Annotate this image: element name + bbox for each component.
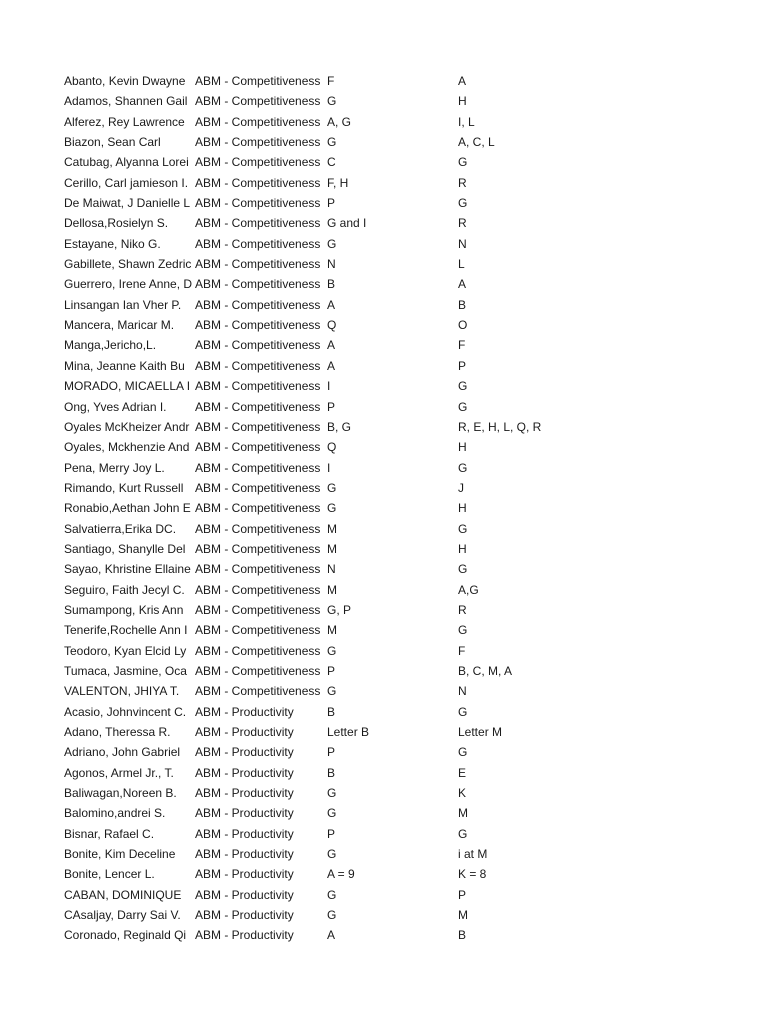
table-row bbox=[0, 580, 768, 600]
answer-a-cell: G bbox=[327, 94, 337, 109]
table-row bbox=[0, 661, 768, 681]
answer-a-cell: N bbox=[327, 562, 336, 577]
answer-b-cell: B, C, M, A bbox=[458, 663, 513, 678]
answer-a-cell: M bbox=[327, 623, 337, 638]
section-cell: ABM - Competitiveness bbox=[195, 91, 327, 111]
section-cell: ABM - Competitiveness bbox=[195, 335, 327, 355]
answer-a-cell: I bbox=[327, 460, 331, 475]
answer-b-cell: A, C, L bbox=[458, 135, 495, 150]
student-name-cell: Adamos, Shannen Gail bbox=[64, 91, 195, 111]
student-name-cell: Adano, Theressa R. bbox=[64, 722, 195, 742]
student-name-cell: Gabillete, Shawn Zedric bbox=[64, 254, 195, 274]
answer-a-cell: A, G bbox=[327, 114, 352, 129]
section-cell: ABM - Competitiveness bbox=[195, 132, 327, 152]
section-cell: ABM - Competitiveness bbox=[195, 234, 327, 254]
table-row bbox=[0, 91, 768, 111]
section-cell: ABM - Competitiveness bbox=[195, 376, 327, 396]
answer-a-cell: A bbox=[327, 928, 336, 943]
section-cell: ABM - Competitiveness bbox=[195, 559, 327, 579]
answer-a-cell: G bbox=[327, 643, 337, 658]
table-row bbox=[0, 152, 768, 172]
table-row bbox=[0, 864, 768, 884]
student-name-cell: Santiago, Shanylle Del bbox=[64, 539, 195, 559]
section-cell: ABM - Productivity bbox=[195, 722, 327, 742]
table-row bbox=[0, 335, 768, 355]
student-name-cell: Ronabio,Aethan John E bbox=[64, 498, 195, 518]
student-name-cell: Mancera, Maricar M. bbox=[64, 315, 195, 335]
answer-b-cell: E bbox=[458, 765, 467, 780]
table-row bbox=[0, 620, 768, 640]
student-name-cell: VALENTON, JHIYA T. bbox=[64, 681, 195, 701]
student-name-cell: Acasio, Johnvincent C. bbox=[64, 702, 195, 722]
answer-b-cell: N bbox=[458, 236, 467, 251]
section-cell: ABM - Productivity bbox=[195, 925, 327, 945]
table-row bbox=[0, 519, 768, 539]
table-row bbox=[0, 844, 768, 864]
answer-a-cell: F, H bbox=[327, 175, 349, 190]
section-cell: ABM - Competitiveness bbox=[195, 519, 327, 539]
answer-b-cell: G bbox=[458, 745, 468, 760]
student-name-cell: Tumaca, Jasmine, Oca bbox=[64, 661, 195, 681]
answer-b-cell: A bbox=[458, 74, 467, 88]
table-row bbox=[0, 112, 768, 132]
answer-a-cell: G bbox=[327, 908, 337, 923]
answer-b-cell: G bbox=[458, 379, 468, 394]
answer-b-cell: G bbox=[458, 562, 468, 577]
answer-b-cell: G bbox=[458, 399, 468, 414]
answer-a-cell: G bbox=[327, 135, 337, 150]
student-name-cell: CAsaljay, Darry Sai V. bbox=[64, 905, 195, 925]
answer-a-cell: B bbox=[327, 704, 336, 719]
answer-b-cell: R bbox=[458, 216, 467, 231]
student-name-cell: Rimando, Kurt Russell bbox=[64, 478, 195, 498]
student-name-cell: CABAN, DOMINIQUE bbox=[64, 885, 195, 905]
answer-b-cell: H bbox=[458, 541, 467, 556]
answer-a-cell: I bbox=[327, 379, 331, 394]
section-cell: ABM - Productivity bbox=[195, 824, 327, 844]
answer-a-cell: P bbox=[327, 745, 336, 760]
answer-a-cell: G bbox=[327, 786, 337, 801]
answer-b-cell: P bbox=[458, 358, 467, 373]
table-row bbox=[0, 722, 768, 742]
student-name-cell: Bonite, Lencer L. bbox=[64, 864, 195, 884]
answer-a-cell: P bbox=[327, 399, 336, 414]
section-cell: ABM - Competitiveness bbox=[195, 71, 327, 91]
answer-b-cell: Letter M bbox=[458, 725, 503, 739]
table-row bbox=[0, 234, 768, 254]
answer-a-cell: Q bbox=[327, 318, 337, 333]
student-name-cell: Oyales McKheizer Andr bbox=[64, 417, 195, 437]
student-name-cell: Seguiro, Faith Jecyl C. bbox=[64, 580, 195, 600]
table-row bbox=[0, 376, 768, 396]
student-name-cell: Adriano, John Gabriel bbox=[64, 742, 195, 762]
student-name-cell: Alferez, Rey Lawrence bbox=[64, 112, 195, 132]
answer-b-cell: J bbox=[458, 480, 464, 495]
student-name-cell: Sumampong, Kris Ann bbox=[64, 600, 195, 620]
answer-a-cell: G bbox=[327, 236, 337, 251]
answer-a-cell: P bbox=[327, 663, 336, 678]
student-name-cell: Tenerife,Rochelle Ann I bbox=[64, 620, 195, 640]
answer-b-cell: O bbox=[458, 318, 468, 333]
table-row bbox=[0, 315, 768, 335]
student-name-cell: Oyales, Mckhenzie And bbox=[64, 437, 195, 457]
table-row bbox=[0, 803, 768, 823]
table-row bbox=[0, 458, 768, 478]
section-cell: ABM - Competitiveness bbox=[195, 152, 327, 172]
answer-b-cell: H bbox=[458, 94, 467, 109]
table-row bbox=[0, 71, 768, 91]
answer-a-cell: G bbox=[327, 847, 337, 862]
student-name-cell: Cerillo, Carl jamieson I. bbox=[64, 173, 195, 193]
answer-a-cell: B bbox=[327, 277, 336, 292]
table-row bbox=[0, 824, 768, 844]
student-name-cell: Estayane, Niko G. bbox=[64, 234, 195, 254]
answer-b-cell: B bbox=[458, 928, 467, 943]
table-row bbox=[0, 600, 768, 620]
student-name-cell: Salvatierra,Erika DC. bbox=[64, 519, 195, 539]
answer-a-cell: B, G bbox=[327, 419, 352, 434]
section-cell: ABM - Competitiveness bbox=[195, 539, 327, 559]
answer-a-cell: G bbox=[327, 501, 337, 516]
section-cell: ABM - Competitiveness bbox=[195, 458, 327, 478]
answer-a-cell: G bbox=[327, 684, 337, 699]
section-cell: ABM - Competitiveness bbox=[195, 641, 327, 661]
answer-a-cell: G, P bbox=[327, 602, 352, 617]
answer-b-cell: A bbox=[458, 277, 467, 292]
section-cell: ABM - Competitiveness bbox=[195, 213, 327, 233]
student-name-cell: Mina, Jeanne Kaith Bu bbox=[64, 356, 195, 376]
table-row bbox=[0, 213, 768, 233]
student-name-cell: Ong, Yves Adrian I. bbox=[64, 397, 195, 417]
section-cell: ABM - Competitiveness bbox=[195, 620, 327, 640]
student-name-cell: Catubag, Alyanna Lorei bbox=[64, 152, 195, 172]
section-cell: ABM - Competitiveness bbox=[195, 580, 327, 600]
section-cell: ABM - Competitiveness bbox=[195, 681, 327, 701]
table-row bbox=[0, 478, 768, 498]
student-name-cell: Teodoro, Kyan Elcid Ly bbox=[64, 641, 195, 661]
table-row bbox=[0, 905, 768, 925]
answer-b-cell: F bbox=[458, 338, 466, 353]
student-name-cell: Baliwagan,Noreen B. bbox=[64, 783, 195, 803]
answer-b-cell: I, L bbox=[458, 114, 475, 129]
section-cell: ABM - Productivity bbox=[195, 864, 327, 884]
answer-a-cell: G bbox=[327, 480, 337, 495]
answer-a-cell: C bbox=[327, 155, 336, 170]
table-row bbox=[0, 193, 768, 213]
student-name-cell: Pena, Merry Joy L. bbox=[64, 458, 195, 478]
answer-a-cell: Letter B bbox=[327, 725, 370, 739]
answer-b-cell: M bbox=[458, 806, 468, 821]
answer-b-cell: P bbox=[458, 887, 467, 902]
answer-b-cell: i at M bbox=[458, 847, 488, 862]
section-cell: ABM - Productivity bbox=[195, 763, 327, 783]
student-name-cell: Dellosa,Rosielyn S. bbox=[64, 213, 195, 233]
table-row bbox=[0, 681, 768, 701]
answer-b-cell: K = 8 bbox=[458, 867, 487, 882]
table-row bbox=[0, 539, 768, 559]
answer-b-cell: G bbox=[458, 196, 468, 211]
table-row bbox=[0, 559, 768, 579]
student-name-cell: Coronado, Reginald Qi bbox=[64, 925, 195, 945]
answer-a-cell: A = 9 bbox=[327, 867, 355, 882]
student-name-cell: Balomino,andrei S. bbox=[64, 803, 195, 823]
answer-a-cell: P bbox=[327, 826, 336, 841]
answer-a-cell: F bbox=[327, 74, 335, 88]
section-cell: ABM - Productivity bbox=[195, 702, 327, 722]
table-row bbox=[0, 437, 768, 457]
spreadsheet-table bbox=[0, 71, 768, 946]
student-name-cell: Sayao, Khristine Ellaine bbox=[64, 559, 195, 579]
table-row bbox=[0, 295, 768, 315]
section-cell: ABM - Competitiveness bbox=[195, 600, 327, 620]
student-name-cell: Bonite, Kim Deceline bbox=[64, 844, 195, 864]
table-row bbox=[0, 885, 768, 905]
answer-b-cell: R bbox=[458, 602, 467, 617]
section-cell: ABM - Productivity bbox=[195, 885, 327, 905]
table-row bbox=[0, 173, 768, 193]
section-cell: ABM - Competitiveness bbox=[195, 193, 327, 213]
student-name-cell: Bisnar, Rafael C. bbox=[64, 824, 195, 844]
answer-b-cell: L bbox=[458, 257, 465, 272]
table-row bbox=[0, 132, 768, 152]
table-row bbox=[0, 763, 768, 783]
answer-b-cell: R, E, H, L, Q, R bbox=[458, 419, 542, 434]
section-cell: ABM - Competitiveness bbox=[195, 173, 327, 193]
section-cell: ABM - Competitiveness bbox=[195, 498, 327, 518]
student-name-cell: Linsangan Ian Vher P. bbox=[64, 295, 195, 315]
section-cell: ABM - Competitiveness bbox=[195, 315, 327, 335]
section-cell: ABM - Competitiveness bbox=[195, 112, 327, 132]
answer-b-cell: H bbox=[458, 501, 467, 516]
table-row bbox=[0, 254, 768, 274]
table-row bbox=[0, 417, 768, 437]
section-cell: ABM - Competitiveness bbox=[195, 254, 327, 274]
answer-b-cell: G bbox=[458, 826, 468, 841]
answer-b-cell: R bbox=[458, 175, 467, 190]
student-name-cell: De Maiwat, J Danielle L bbox=[64, 193, 195, 213]
answer-b-cell: F bbox=[458, 643, 466, 658]
answer-b-cell: G bbox=[458, 460, 468, 475]
answer-b-cell: K bbox=[458, 786, 467, 801]
answer-a-cell: A bbox=[327, 297, 336, 312]
section-cell: ABM - Competitiveness bbox=[195, 295, 327, 315]
answer-a-cell: M bbox=[327, 582, 337, 597]
answer-a-cell: M bbox=[327, 541, 337, 556]
section-cell: ABM - Competitiveness bbox=[195, 478, 327, 498]
student-name-cell: Abanto, Kevin Dwayne bbox=[64, 71, 195, 91]
table-row bbox=[0, 925, 768, 945]
answer-b-cell: G bbox=[458, 704, 468, 719]
answer-a-cell: Q bbox=[327, 440, 337, 455]
answer-a-cell: G bbox=[327, 887, 337, 902]
answer-b-cell: M bbox=[458, 908, 468, 923]
table-row bbox=[0, 356, 768, 376]
answer-a-cell: G bbox=[327, 806, 337, 821]
section-cell: ABM - Productivity bbox=[195, 742, 327, 762]
student-name-cell: Guerrero, Irene Anne, D bbox=[64, 274, 195, 294]
answer-b-cell: A,G bbox=[458, 582, 479, 597]
answer-b-cell: N bbox=[458, 684, 467, 699]
table-row bbox=[0, 783, 768, 803]
answer-a-cell: N bbox=[327, 257, 336, 272]
table-row bbox=[0, 742, 768, 762]
section-cell: ABM - Productivity bbox=[195, 803, 327, 823]
student-name-cell: Biazon, Sean Carl bbox=[64, 132, 195, 152]
student-name-cell: MORADO, MICAELLA I bbox=[64, 376, 195, 396]
student-name-cell: Agonos, Armel Jr., T. bbox=[64, 763, 195, 783]
answer-b-cell: H bbox=[458, 440, 467, 455]
answer-a-cell: A bbox=[327, 338, 336, 353]
section-cell: ABM - Productivity bbox=[195, 905, 327, 925]
answer-b-cell: G bbox=[458, 155, 468, 170]
section-cell: ABM - Productivity bbox=[195, 844, 327, 864]
section-cell: ABM - Competitiveness bbox=[195, 661, 327, 681]
table-row bbox=[0, 498, 768, 518]
table-row bbox=[0, 397, 768, 417]
table-row bbox=[0, 274, 768, 294]
answer-a-cell: B bbox=[327, 765, 336, 780]
answer-a-cell: M bbox=[327, 521, 337, 536]
section-cell: ABM - Productivity bbox=[195, 783, 327, 803]
section-cell: ABM - Competitiveness bbox=[195, 417, 327, 437]
table-row bbox=[0, 641, 768, 661]
section-cell: ABM - Competitiveness bbox=[195, 397, 327, 417]
section-cell: ABM - Competitiveness bbox=[195, 356, 327, 376]
answer-b-cell: G bbox=[458, 623, 468, 638]
answer-b-cell: B bbox=[458, 297, 467, 312]
answer-a-cell: P bbox=[327, 196, 336, 211]
section-cell: ABM - Competitiveness bbox=[195, 437, 327, 457]
section-cell: ABM - Competitiveness bbox=[195, 274, 327, 294]
answer-a-cell: A bbox=[327, 358, 336, 373]
student-name-cell: Manga,Jericho,L. bbox=[64, 335, 195, 355]
table-row bbox=[0, 702, 768, 722]
answer-a-cell: G and I bbox=[327, 216, 367, 231]
answer-b-cell: G bbox=[458, 521, 468, 536]
